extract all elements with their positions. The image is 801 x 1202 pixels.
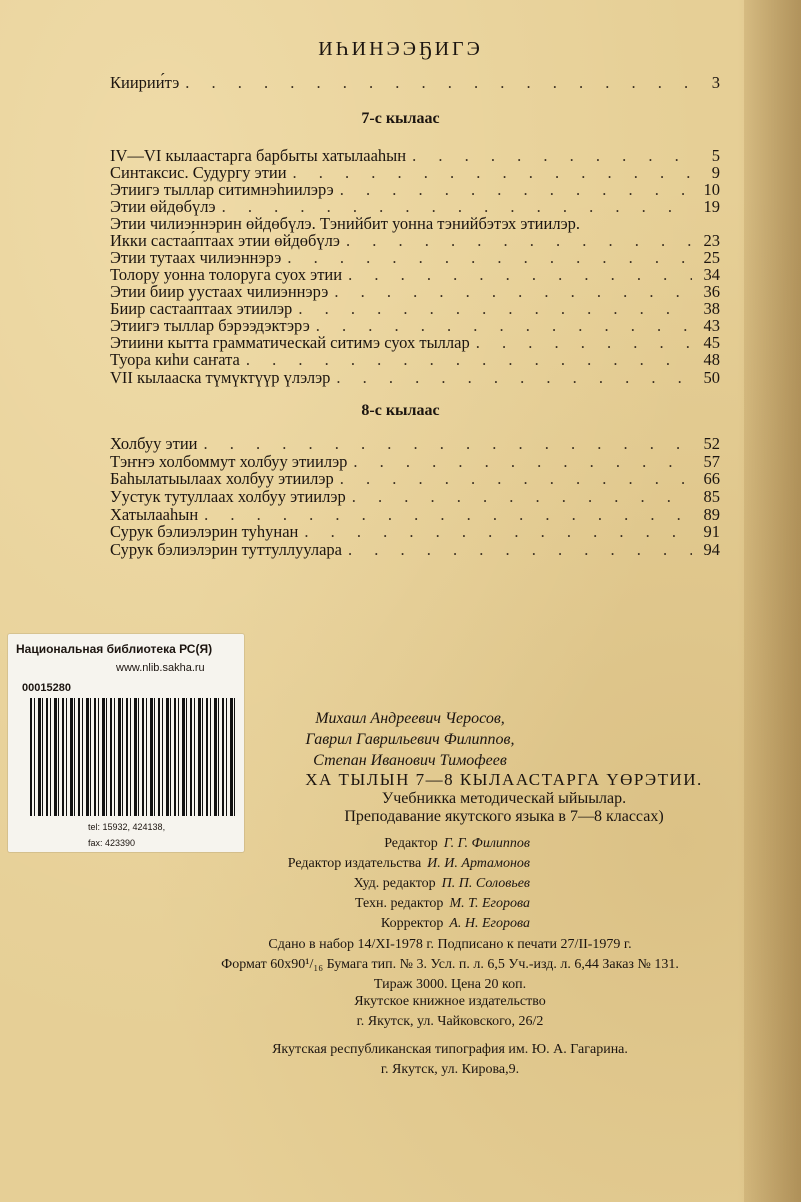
toc-row [110, 540, 720, 560]
dot-leader [246, 350, 692, 370]
library-fax: fax: 423390 [88, 838, 136, 848]
section-heading-8: 8-с кылаас [361, 402, 440, 419]
toc-row [110, 350, 720, 370]
imprint-line: Тираж 3000. Цена 20 коп. [373, 977, 527, 992]
dot-leader [336, 368, 692, 388]
toc-entry-page: 9 [711, 163, 720, 182]
credit-line [250, 914, 630, 934]
toc-entry-page: 3 [711, 73, 720, 92]
credit-name: Г. Г. Филиппов [443, 836, 530, 851]
book-title: ХА ТЫЛЫН 7—8 КЫЛААСТАРГА ҮӨРЭТИИ. [305, 770, 703, 789]
toc-entry-title: Этии биир уустаах чилиэннэрэ [110, 282, 329, 301]
dot-leader [352, 487, 692, 507]
toc-entry-title: Тэҥҥэ холбоммут холбуу этиилэр [110, 452, 348, 471]
toc-entry-page: 52 [703, 434, 720, 453]
toc-row [110, 487, 720, 507]
credit-line [250, 894, 630, 914]
toc-entry-title: Уустук тутуллаах холбуу этиилэр [110, 487, 346, 506]
toc-entry-page: 36 [703, 282, 720, 301]
subtitle-line: Учебникка методическай ыйыылар. [381, 790, 627, 807]
toc-entry-page: 94 [703, 540, 720, 559]
author-name: Степан Иванович Тимофеев [313, 752, 507, 769]
credit-role: Корректор [380, 916, 444, 931]
toc-entry-title: Холбуу этии [110, 434, 198, 453]
toc-entry-page: 25 [703, 248, 720, 267]
publisher-block [140, 992, 760, 1032]
credits-block [250, 834, 630, 934]
toc-entry-page: 48 [703, 350, 720, 369]
toc-entry-page: 19 [703, 197, 720, 216]
toc-entry-title: Биир састаа́птаах этиилэр [110, 299, 293, 318]
publisher-line: г. Якутск, ул. Чайковского, 26/2 [356, 1014, 544, 1029]
author-name: Гаврил Гаврильевич Филиппов, [305, 731, 515, 748]
toc-entry-title: Сурук бэлиэлэрин туттуллуулара [110, 540, 342, 559]
dot-leader [185, 73, 692, 93]
printer-line: Якутская республиканская типография им. Ю. А. Гагарина. [272, 1042, 628, 1057]
subtitle-line: Преподавание якутского языка в 7—8 классах) [344, 808, 664, 825]
dot-leader [348, 540, 692, 560]
credit-name: И. И. Артамонов [427, 856, 530, 871]
publisher-line: Якутское книжное издательство [354, 994, 546, 1009]
toc-entry-title: Этии тутаах чилиэннэрэ [110, 248, 282, 267]
toc-entry-title: Толору уонна толоруга суох этии [110, 265, 343, 284]
dot-leader [304, 522, 692, 542]
toc-entry-title: Этии чилиэннэрин өйдөбүлэ. Тэнийбит уонна тэнийбэтэх этиилэр. [110, 214, 581, 233]
printer-block [140, 1040, 760, 1080]
credit-role: Техн. редактор [354, 896, 444, 911]
dot-leader [340, 469, 692, 489]
author-name: Михаил Андреевич Черосов, [315, 710, 505, 727]
toc-entry-title: Синтаксис. Судургу этии [110, 163, 287, 182]
toc-entry-page: 43 [703, 316, 720, 335]
toc-entry-title: VII кылааска түмүктүүр үлэлэр [110, 368, 331, 387]
credit-line [250, 854, 630, 874]
toc-entry-title: Баһылатыылаах холбуу этиилэр [110, 469, 334, 488]
toc-entry-page: 91 [703, 522, 720, 541]
credit-line [250, 834, 630, 854]
toc-entry-page: 23 [703, 231, 720, 250]
book-subtitle [244, 790, 764, 826]
credit-name: П. П. Соловьев [441, 876, 530, 891]
credit-name: А. Н. Егорова [449, 916, 530, 931]
toc-row [110, 434, 720, 454]
imprint-line: Сдано в набор 14/XI-1978 г. Подписано к печати 27/II-1979 г. [268, 937, 632, 952]
toc-entry-title: Хатылааһын [110, 505, 199, 524]
toc-entry-title: Икки састаа́птаах этии өйдөбүлэ [110, 231, 340, 250]
authors-block [240, 708, 580, 771]
toc-row [110, 522, 720, 542]
page-heading: ИҺИНЭЭҔИГЭ [318, 38, 483, 60]
imprint-block [140, 935, 760, 995]
credit-name: М. Т. Егорова [449, 896, 530, 911]
toc-entry-title: Этиини кытта грамматическай ситимэ суох тыллар [110, 333, 470, 352]
toc-entry-page: 38 [703, 299, 720, 318]
toc-entry-title: Этиигэ тыллар ситимнэһиилэрэ [110, 180, 334, 199]
imprint-line: Формат 60x90¹/₁₆ Бумага тип. № 3. Усл. п. л. 6,5 Уч.-изд. л. 6,44 Заказ № 131. [221, 957, 679, 972]
library-name: Национальная библиотека РС(Я) [16, 642, 213, 656]
dot-leader [204, 434, 693, 454]
toc-entry-page: 57 [703, 452, 720, 471]
credit-role: Редактор издательства [287, 856, 422, 871]
toc-entry-page: 85 [703, 487, 720, 506]
credit-line [250, 874, 630, 894]
toc-intro-row [110, 73, 720, 93]
library-sticker [8, 634, 244, 852]
toc-entry-page: 45 [703, 333, 720, 352]
library-code: 00015280 [22, 682, 71, 694]
toc-entry-page: 10 [703, 180, 720, 199]
toc-entry-title: Этиигэ тыллар бэрээдэктэрэ [110, 316, 310, 335]
toc-entry-title: Киирии́тэ [110, 73, 180, 92]
section-heading-7: 7-с кылаас [361, 110, 440, 127]
toc-entry-title: Этии өйдөбүлэ [110, 197, 216, 216]
toc-entry-page: 34 [703, 265, 720, 284]
toc-row [110, 368, 720, 388]
toc-row [110, 469, 720, 489]
credit-role: Редактор [384, 836, 438, 851]
barcode-icon [30, 698, 236, 816]
toc-entry-title: Сурук бэлиэлэрин туһунан [110, 522, 299, 541]
printer-line: г. Якутск, ул. Кирова,9. [380, 1062, 520, 1077]
toc-entry-page: 89 [703, 505, 720, 524]
toc-entry-title: IV—VI кылаастарга барбыты хатылааһын [110, 146, 407, 165]
toc-entry-page: 5 [711, 146, 720, 165]
toc-entry-title: Туора киһи саҥата [110, 350, 240, 369]
toc-entry-page: 66 [703, 469, 720, 488]
credit-role: Худ. редактор [353, 876, 436, 891]
library-website: www.nlib.sakha.ru [116, 662, 205, 674]
toc-entry-page: 50 [703, 368, 720, 387]
library-tel: tel: 15932, 424138, [88, 822, 166, 832]
